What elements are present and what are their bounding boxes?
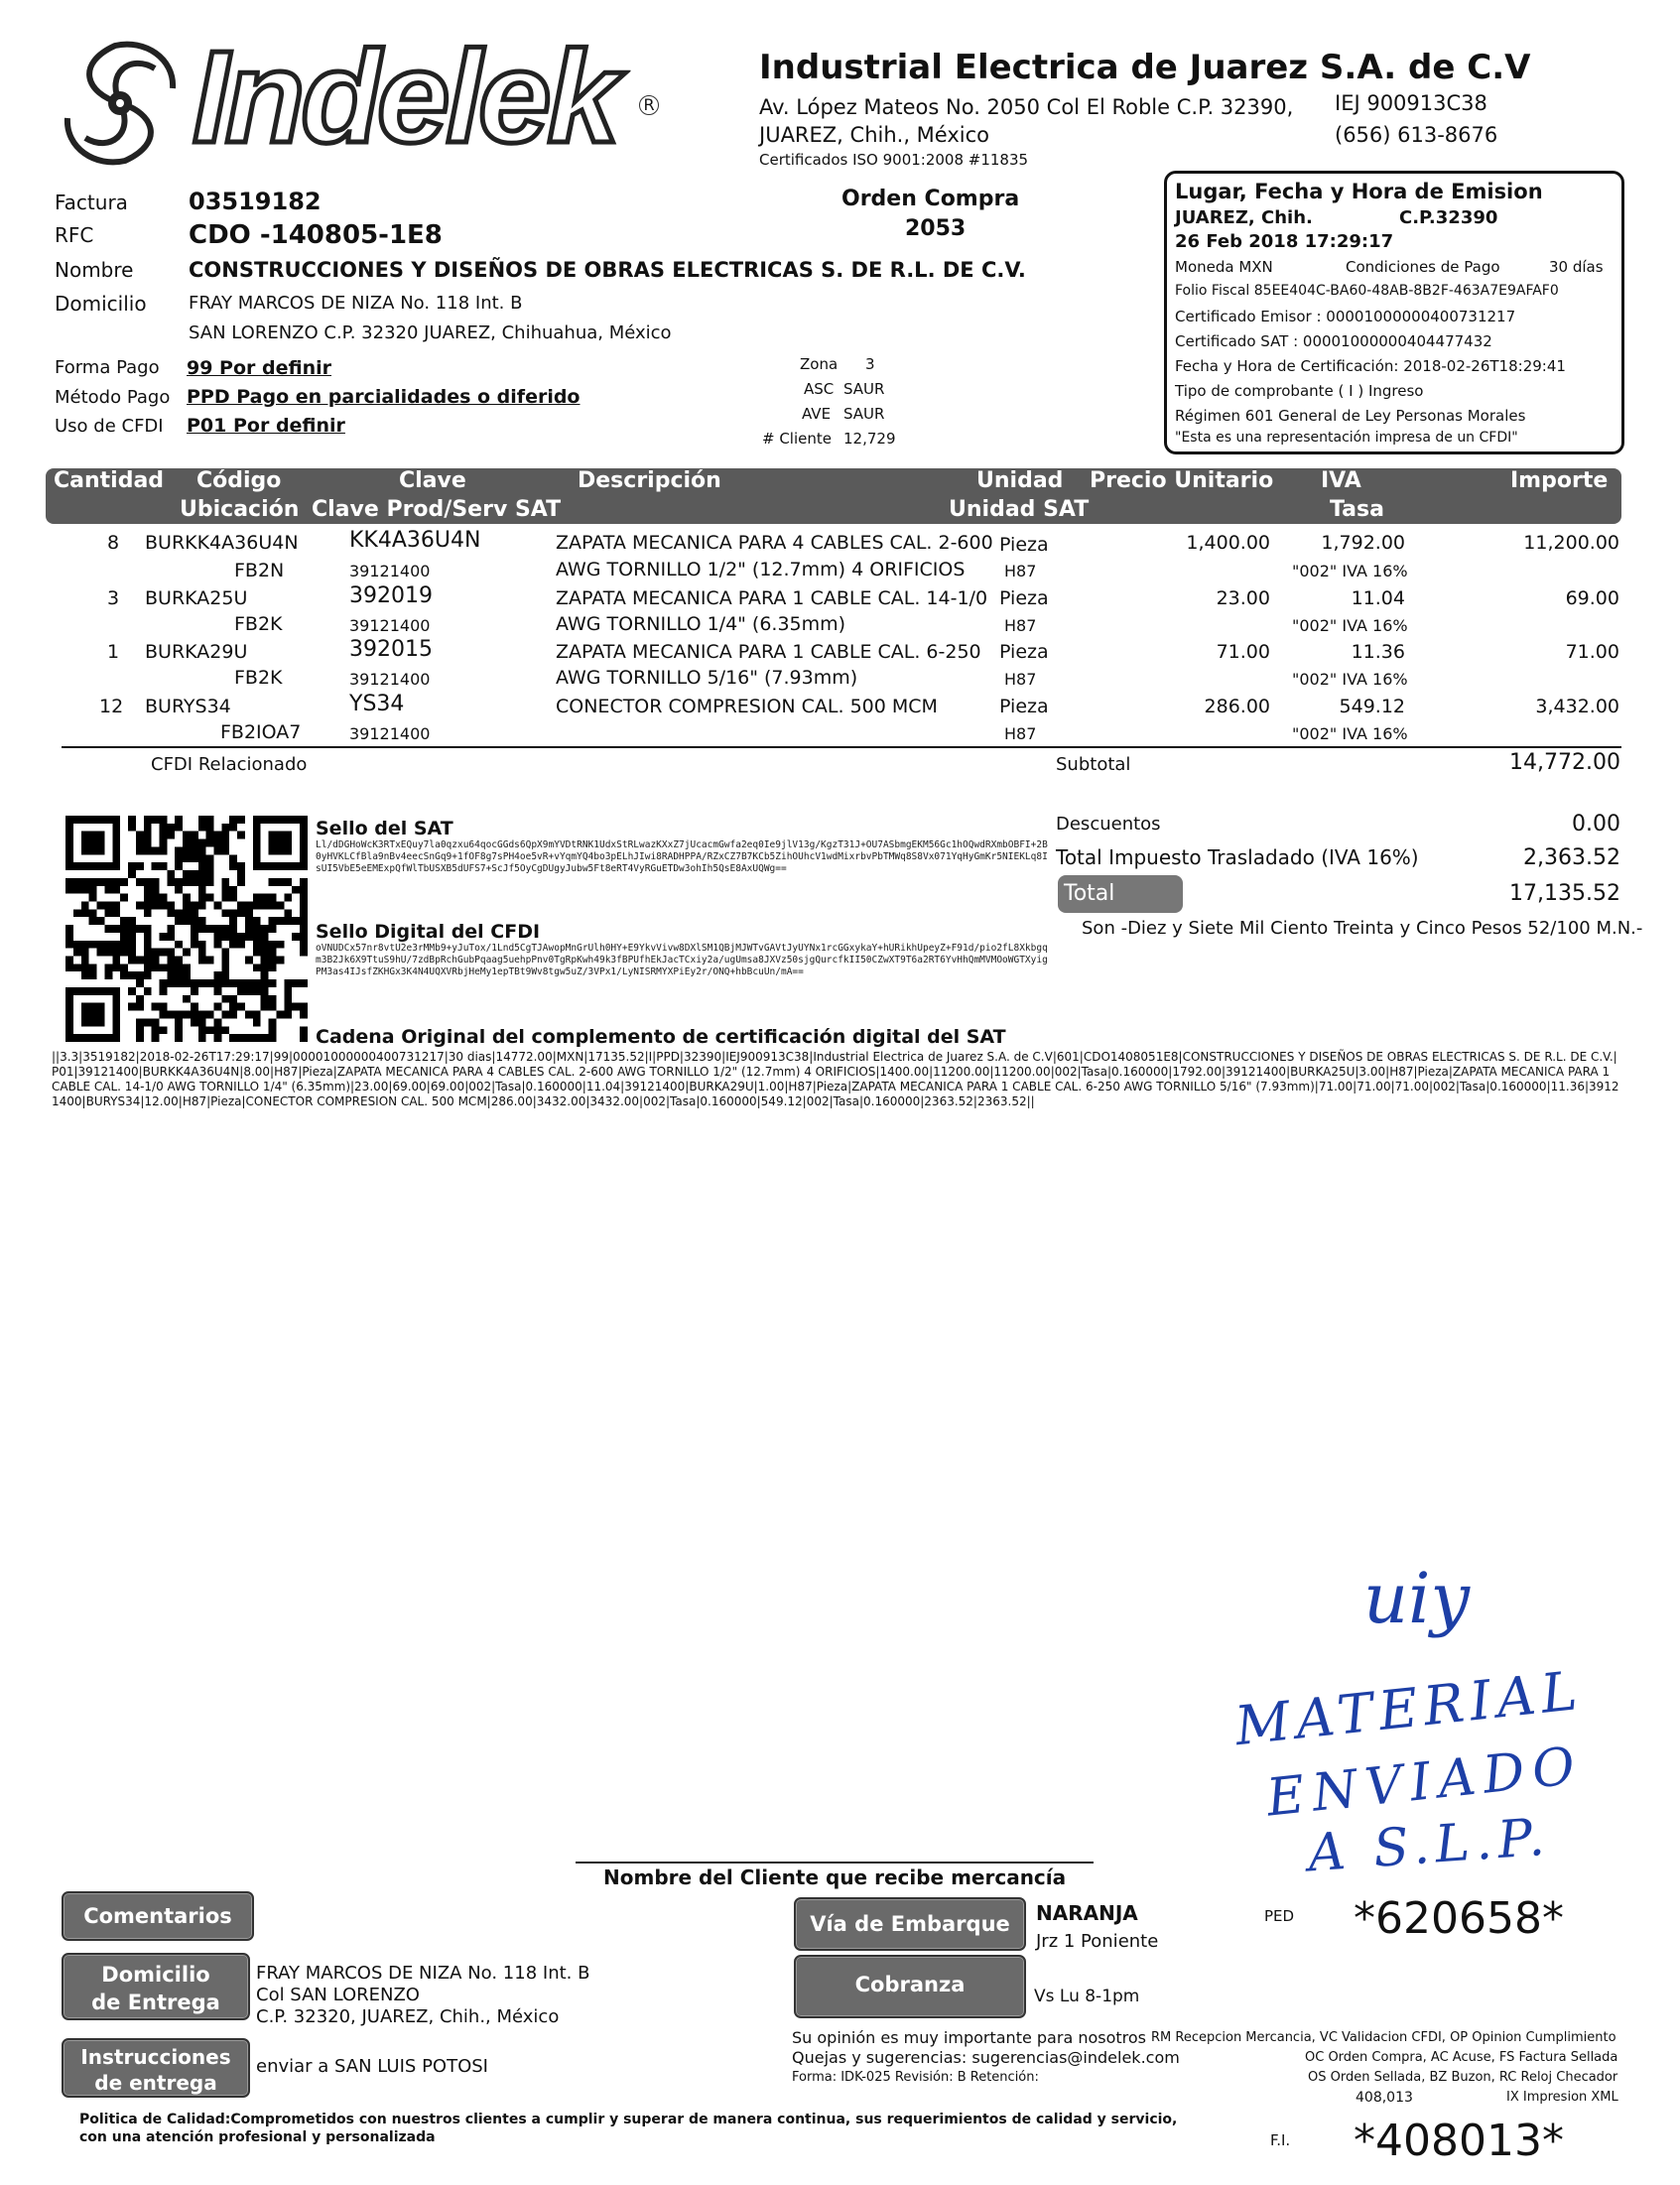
total-value: 17,135.52 — [1509, 881, 1620, 906]
forma-text: Forma: IDK-025 Revisión: B Retención: — [792, 2070, 1039, 2085]
cfdi-relacionado: CFDI Relacionado — [151, 754, 308, 775]
item-qty: 1 — [107, 641, 120, 663]
domicilio-entrega-label — [62, 1953, 250, 2020]
company-name: Industrial Electrica de Juarez S.A. de C.V — [759, 48, 1531, 87]
instrucciones-label — [62, 2038, 250, 2098]
brand-wordmark: Indelek — [193, 24, 616, 170]
company-phone: (656) 613-8676 — [1335, 123, 1498, 147]
registered-icon: R — [639, 95, 659, 115]
swirl-logo-icon — [46, 34, 194, 173]
legend-4b: IX Impresion XML — [1506, 2090, 1618, 2105]
item-qty: 3 — [107, 587, 120, 609]
item-iva: 11.36 — [1351, 641, 1405, 663]
total-label: Total — [1064, 881, 1115, 906]
handwritten-initials: uiy — [1363, 1558, 1471, 1639]
item-unidad-sat: H87 — [1004, 724, 1037, 743]
emision-representacion: "Esta es una representación impresa de un CFDI" — [1175, 430, 1518, 446]
subtotal-value: 14,772.00 — [1509, 750, 1620, 775]
item-codigo: BURKA25U — [145, 587, 248, 609]
item-desc-2: AWG TORNILLO 5/16" (7.93mm) — [556, 667, 858, 689]
orden-compra-label: Orden Compra — [841, 187, 1020, 211]
sello-sat-label: Sello del SAT — [316, 818, 453, 839]
item-unidad: Pieza — [999, 696, 1049, 717]
item-tasa: "002" IVA 16% — [1292, 616, 1408, 635]
instrucciones-line-2: de entrega — [94, 2071, 217, 2095]
cadena-value: ||3.3|3519182|2018-02-26T17:29:17|99|00001000000400731217|30 dias|14772.00|MXN|17135.52|I|PPD|32390|IEJ900913C38|Industrial Electrica de Juarez S.A. de C.V|601|CDO1408051E8|CONSTRUCCIONES Y DISEÑOS DE OBRAS ELECTRICAS S. DE R.L. DE C.V.|P01|39121400|BURKK4A36U4N|8.00|H87|Pieza|ZAPATA MECANICA PARA 4 CABLES CAL. 2-600 AWG TORNILLO 1/2" (12.7mm) 4 ORIFICIOS|1400.00|11200.00|11200.00|002|Tasa|0.160000|1792.00|39121400|BURKA25U|3.00|H87|Pieza|ZAPATA MECANICA PARA 1 CABLE CAL. 14-1/0 AWG TORNILLO 1/4" (6.35mm)|23.00|69.00|69.00|002|Tasa|0.160000|11.04|39121400|BURKA29U|1.00|H87|Pieza|ZAPATA MECANICA PARA 1 CABLE CAL. 6-250 AWG TORNILLO 5/16" (7.93mm)|71.00|71.00|71.00|002|Tasa|0.160000|11.36|39121400|BURYS34|12.00|H87|Pieza|CONECTOR COMPRESION CAL. 500 MCM|286.00|3432.00|3432.00|002|Tasa|0.160000|549.12|002|Tasa|0.160000|2363.52|2363.52|| — [52, 1050, 1619, 1108]
item-iva: 11.04 — [1351, 587, 1405, 609]
impuesto-value: 2,363.52 — [1523, 845, 1620, 870]
emision-dias: 30 días — [1549, 258, 1604, 276]
ave: SAUR — [843, 405, 885, 423]
client-rfc: CDO -140805-1E8 — [189, 220, 443, 250]
domicilio-entrega-line-2: de Entrega — [91, 1991, 220, 2014]
table-divider — [62, 746, 1621, 748]
cliente-number: 12,729 — [843, 430, 896, 448]
item-desc-1: ZAPATA MECANICA PARA 1 CABLE CAL. 6-250 — [556, 641, 981, 663]
emision-cp: C.P.32390 — [1399, 207, 1498, 228]
item-tasa: "002" IVA 16% — [1292, 562, 1408, 580]
item-clave-sat: 39121400 — [349, 562, 431, 580]
sello-sat-value: Ll/dDGHoWcK3RTxEQuy7la0qzxu64qocGGds6QpX9mYVDtRNK1UdxStRLwazKXxZ7jUcacmGwfa2eq0Ie9jlV13g/KgzT31J+OU7ASbmgEKM56Gc1hOQwdRXmbOBFI+2B0yHVKLCfBla9nBv4eecSnGq9+1fOF8g7sPH4oe5vR+vYqmYQ4bo3pELhJIwi8RADHPPA/RZxCZ7B7KCb5ZihOUhcV1wdMixrbvPbTMWq8S8Vx071YqHyGmKr5NIEKLq8IsUI5VbE5eEMExpQfWlTbUSXB5dUFS7+ScJf5OyCgDUgyJubw5Ft8eRT4VyRGuETDw3ohIh5QsE8AxUQWg== — [316, 839, 1048, 874]
emision-fecha-cert: Fecha y Hora de Certificación: 2018-02-26T18:29:41 — [1175, 357, 1566, 375]
item-precio: 1,400.00 — [1186, 532, 1270, 554]
item-codigo: BURYS34 — [145, 696, 231, 717]
item-ubicacion: FB2K — [234, 613, 283, 635]
emision-date: 26 Feb 2018 17:29:17 — [1175, 231, 1394, 252]
asc-label: ASC — [804, 380, 835, 398]
item-ubicacion: FB2N — [234, 560, 285, 581]
item-iva: 549.12 — [1339, 696, 1405, 717]
nombre-label: Nombre — [55, 258, 134, 282]
via-embarque-label — [794, 1897, 1026, 1951]
entrega-address-3: C.P. 32320, JUAREZ, Chih., México — [256, 2006, 560, 2027]
th-importe: Importe — [1510, 468, 1609, 493]
emision-regimen: Régimen 601 General de Ley Personas Morales — [1175, 407, 1526, 425]
company-certs: Certificados ISO 9001:2008 #11835 — [759, 151, 1029, 169]
cobranza-text: Cobranza — [854, 1973, 966, 1996]
item-unidad-sat: H87 — [1004, 616, 1037, 635]
forma-pago-label: Forma Pago — [55, 357, 160, 378]
entrega-address-2: Col SAN LORENZO — [256, 1985, 420, 2005]
uso-cfdi: P01 Por definir — [187, 415, 345, 437]
fi-label: F.I. — [1270, 2131, 1291, 2149]
emision-cert-sat: Certificado SAT : 00001000000404477432 — [1175, 332, 1492, 350]
item-precio: 286.00 — [1204, 696, 1270, 717]
item-clave-sat: 39121400 — [349, 616, 431, 635]
cadena-label: Cadena Original del complemento de certificación digital del SAT — [316, 1026, 1006, 1048]
th-iva: IVA — [1321, 468, 1361, 493]
client-address-1: FRAY MARCOS DE NIZA No. 118 Int. B — [189, 293, 523, 314]
item-desc-1: CONECTOR COMPRESION CAL. 500 MCM — [556, 696, 938, 717]
item-importe: 3,432.00 — [1535, 696, 1619, 717]
descuentos-value: 0.00 — [1572, 812, 1620, 836]
quejas-text: Quejas y sugerencias: sugerencias@indelek.com — [792, 2048, 1180, 2067]
politica-2: con una atención profesional y personalizada — [79, 2129, 436, 2145]
emision-tipo: Tipo de comprobante ( I ) Ingreso — [1175, 382, 1424, 400]
via-value: NARANJA — [1036, 1901, 1138, 1925]
politica-1: Politica de Calidad:Comprometidos con nuestros clientes a cumplir y superar de manera continua, sus requerimientos de calidad y servicio, — [79, 2112, 1178, 2127]
item-codigo: BURKK4A36U4N — [145, 532, 299, 554]
ped-label: PED — [1264, 1907, 1295, 1925]
client-name: CONSTRUCCIONES Y DISEÑOS DE OBRAS ELECTRICAS S. DE R.L. DE C.V. — [189, 258, 1026, 282]
item-qty: 8 — [107, 532, 120, 554]
item-importe: 11,200.00 — [1523, 532, 1619, 554]
instrucciones-text: enviar a SAN LUIS POTOSI — [256, 2056, 488, 2077]
opinion-text: Su opinión es muy importante para nosotros — [792, 2028, 1147, 2047]
th-unidad-sat: Unidad SAT — [949, 497, 1090, 522]
handwritten-line-1: MATERIAL — [1231, 1658, 1586, 1758]
domicilio-label: Domicilio — [55, 292, 147, 316]
th-ubicacion: Ubicación — [180, 497, 300, 522]
handwritten-line-2: ENVIADO — [1263, 1735, 1586, 1829]
item-unidad: Pieza — [999, 641, 1049, 663]
th-cantidad: Cantidad — [54, 468, 165, 493]
company-address-2: JUAREZ, Chih., México — [759, 123, 989, 147]
rfc-label: RFC — [55, 223, 94, 247]
total-letra: Son -Diez y Siete Mil Ciento Treinta y Cinco Pesos 52/100 M.N.- — [1082, 918, 1643, 939]
item-tasa: "002" IVA 16% — [1292, 670, 1408, 689]
impuesto-label: Total Impuesto Trasladado (IVA 16%) — [1056, 845, 1419, 869]
item-desc-1: ZAPATA MECANICA PARA 4 CABLES CAL. 2-600 — [556, 532, 993, 554]
company-address-1: Av. López Mateos No. 2050 Col El Roble C.P. 32390, — [759, 95, 1294, 119]
item-ubicacion: FB2K — [234, 667, 283, 689]
via-embarque-text: Vía de Embarque — [810, 1912, 1010, 1936]
item-unidad-sat: H87 — [1004, 670, 1037, 689]
th-precio: Precio Unitario — [1090, 468, 1274, 493]
emision-cert-emisor: Certificado Emisor : 00001000000400731217 — [1175, 308, 1516, 325]
legend-2: OC Orden Compra, AC Acuse, FS Factura Sellada — [1305, 2050, 1618, 2065]
item-clave: YS34 — [349, 692, 405, 716]
item-clave-sat: 39121400 — [349, 670, 431, 689]
cobranza-label — [794, 1955, 1026, 2018]
item-precio: 23.00 — [1216, 587, 1270, 609]
metodo-pago: PPD Pago en parcialidades o diferido — [187, 386, 581, 408]
th-tasa: Tasa — [1330, 497, 1384, 522]
legend-4a: 408,013 — [1356, 2090, 1413, 2106]
emision-title: Lugar, Fecha y Hora de Emision — [1175, 180, 1543, 203]
emision-box — [1164, 171, 1624, 454]
emision-moneda: Moneda MXN — [1175, 258, 1273, 276]
qr-code — [64, 816, 310, 1042]
item-iva: 1,792.00 — [1321, 532, 1405, 554]
legend-3: OS Orden Sellada, BZ Buzon, RC Reloj Checador — [1308, 2070, 1618, 2085]
company-logo — [46, 24, 681, 179]
items-table-header — [46, 468, 1621, 524]
zona-label: Zona — [800, 355, 839, 373]
item-clave: 392015 — [349, 637, 433, 662]
comentarios-text: Comentarios — [83, 1904, 232, 1928]
subtotal-label: Subtotal — [1056, 754, 1131, 775]
emision-folio: Folio Fiscal 85EE404C-BA60-48AB-8B2F-463A7E9AFAF0 — [1175, 283, 1559, 299]
item-unidad: Pieza — [999, 534, 1049, 556]
item-qty: 12 — [99, 696, 124, 717]
company-rfc: IEJ 900913C38 — [1335, 91, 1487, 115]
forma-pago: 99 Por definir — [187, 357, 331, 379]
emision-place: JUAREZ, Chih. — [1175, 207, 1313, 228]
factura-number: 03519182 — [189, 188, 322, 215]
th-codigo: Código — [196, 468, 282, 493]
cobranza-value: Vs Lu 8-1pm — [1034, 1987, 1140, 2006]
th-unidad: Unidad — [976, 468, 1064, 493]
item-importe: 71.00 — [1565, 641, 1619, 663]
cliente-label: # Cliente — [762, 430, 832, 448]
th-descripcion: Descripción — [578, 468, 721, 493]
client-address-2: SAN LORENZO C.P. 32320 JUAREZ, Chihuahua, México — [189, 322, 672, 343]
th-clave-prod: Clave Prod/Serv SAT — [312, 497, 562, 522]
item-clave-sat: 39121400 — [349, 724, 431, 743]
item-unidad: Pieza — [999, 587, 1049, 609]
orden-compra: 2053 — [905, 216, 967, 241]
qr-code-icon — [64, 816, 310, 1042]
descuentos-label: Descuentos — [1056, 814, 1161, 835]
item-importe: 69.00 — [1565, 587, 1619, 609]
item-ubicacion: FB2IOA7 — [220, 721, 302, 743]
sello-cfdi-label: Sello Digital del CFDI — [316, 921, 541, 943]
item-desc-2: AWG TORNILLO 1/4" (6.35mm) — [556, 613, 846, 635]
instrucciones-line-1: Instrucciones — [80, 2045, 231, 2069]
item-clave: 392019 — [349, 583, 433, 608]
ave-label: AVE — [802, 405, 832, 423]
metodo-pago-label: Método Pago — [55, 387, 171, 408]
zona: 3 — [865, 355, 875, 373]
sello-cfdi-value: oVNUDCx57nr8vtU2e3rMMb9+yJuTox/1Lnd5CgTJAwopMnGrUlh0HY+E9YkvVivw8DXlSM1QBjMJWTvGAVtJyUYNx1rcGGxykaY+hURikhUpeyZ+F91d/pio2fL8Xkbgqm3B2Jk6X9TtuS9hU/7zdBpRchGubPqaag5uehpPnv0TgRpKwh49k3fBPUfhEkJacTCxiy2a/ugUmsa8JXVz50sjgQurcfkII50CZwXT9T6a2RT6YvHhQmMVMOoWGTXyigPM3as4IJsfZKHGx3K4N4UQXVRbjHeMy1epTBt9Wv8tgw5uZ/3VPx1/LyNISRMYXPiEy2r/ONQ+hbBcuUn/mA== — [316, 943, 1048, 977]
signature-line — [576, 1862, 1094, 1864]
item-clave: KK4A36U4N — [349, 528, 481, 553]
asc: SAUR — [843, 380, 885, 398]
uso-cfdi-label: Uso de CFDI — [55, 416, 164, 437]
domicilio-entrega-line-1: Domicilio — [101, 1963, 210, 1987]
item-desc-1: ZAPATA MECANICA PARA 1 CABLE CAL. 14-1/0 — [556, 587, 988, 609]
cliente-recibe: Nombre del Cliente que recibe mercancía — [603, 1865, 1067, 1889]
item-desc-2: AWG TORNILLO 1/2" (12.7mm) 4 ORIFICIOS — [556, 559, 966, 580]
item-precio: 71.00 — [1216, 641, 1270, 663]
ped-barcode-text: *620658* — [1354, 1893, 1564, 1944]
item-tasa: "002" IVA 16% — [1292, 724, 1408, 743]
items-table-body — [0, 528, 1680, 745]
handwritten-line-3: A S.L.P. — [1306, 1807, 1553, 1884]
comentarios-label — [62, 1891, 254, 1941]
item-unidad-sat: H87 — [1004, 562, 1037, 580]
th-clave: Clave — [399, 468, 466, 493]
via-sub: Jrz 1 Poniente — [1036, 1931, 1159, 1952]
fi-barcode-text: *408013* — [1354, 2116, 1564, 2166]
legend-1: RM Recepcion Mercancia, VC Validacion CFDI, OP Opinion Cumplimiento — [1151, 2030, 1616, 2045]
item-codigo: BURKA29U — [145, 641, 248, 663]
entrega-address-1: FRAY MARCOS DE NIZA No. 118 Int. B — [256, 1963, 590, 1984]
emision-condiciones: Condiciones de Pago — [1346, 258, 1500, 276]
factura-label: Factura — [55, 191, 128, 214]
